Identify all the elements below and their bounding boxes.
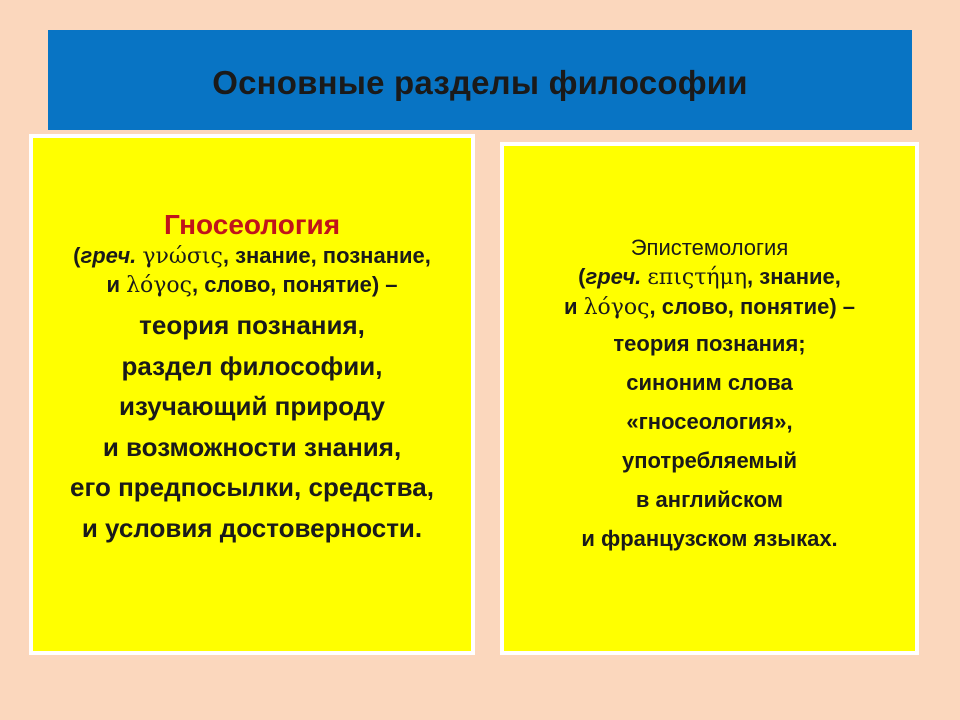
slide-title: Основные разделы философии [212, 64, 748, 101]
definition-line: «гносеология», [626, 409, 793, 434]
conjunction-and: и [106, 272, 120, 297]
epistemology-term: Эпистемология [630, 235, 789, 260]
definition-line: и условия достоверности. [81, 512, 423, 543]
etymology-gloss-2: , слово, понятие) – [192, 272, 398, 297]
paren-open: ( [73, 243, 81, 268]
epistemology-etymology-line-1 [504, 262, 915, 292]
definition-line: и французском языках. [581, 526, 838, 551]
greek-word-logos: λόγος [126, 273, 192, 298]
epistemology-card [500, 142, 919, 655]
gnoseology-term: Гносеология [163, 209, 341, 240]
epistemology-etymology-line-2 [504, 292, 915, 322]
gnoseology-content [33, 208, 471, 548]
definition-line: и возможности знания, [102, 431, 402, 462]
definition-line: раздел философии, [121, 350, 383, 381]
definition-line: теория познания; [613, 331, 806, 356]
definition-line: синоним слова [626, 370, 793, 395]
greek-abbr: греч. [80, 243, 137, 268]
greek-word-gnosis: γνώσις [142, 244, 223, 269]
conjunction-and: и [563, 294, 578, 319]
epistemology-content [504, 234, 915, 558]
gnoseology-definition [33, 305, 471, 548]
definition-line: употребляемый [622, 448, 797, 473]
title-bar [48, 30, 912, 130]
etymology-gloss-1: , знание, познание, [222, 243, 431, 268]
definition-line: в английском [635, 487, 784, 512]
gnoseology-card [29, 134, 475, 655]
etymology-gloss-1: , знание, [747, 264, 841, 289]
gnoseology-etymology-line-2 [33, 271, 471, 300]
greek-word-episteme: επιςτήμη [647, 265, 748, 290]
greek-word-logos: λόγος [583, 295, 650, 320]
epistemology-definition [504, 324, 915, 558]
greek-abbr: греч. [585, 264, 642, 289]
definition-line: изучающий природу [119, 391, 385, 421]
paren-open: ( [578, 264, 586, 289]
gnoseology-etymology-line-1 [33, 242, 471, 271]
etymology-gloss-2: , слово, понятие) – [649, 294, 856, 319]
definition-line: его предпосылки, средства, [70, 472, 434, 502]
definition-line: теория познания, [139, 310, 365, 340]
